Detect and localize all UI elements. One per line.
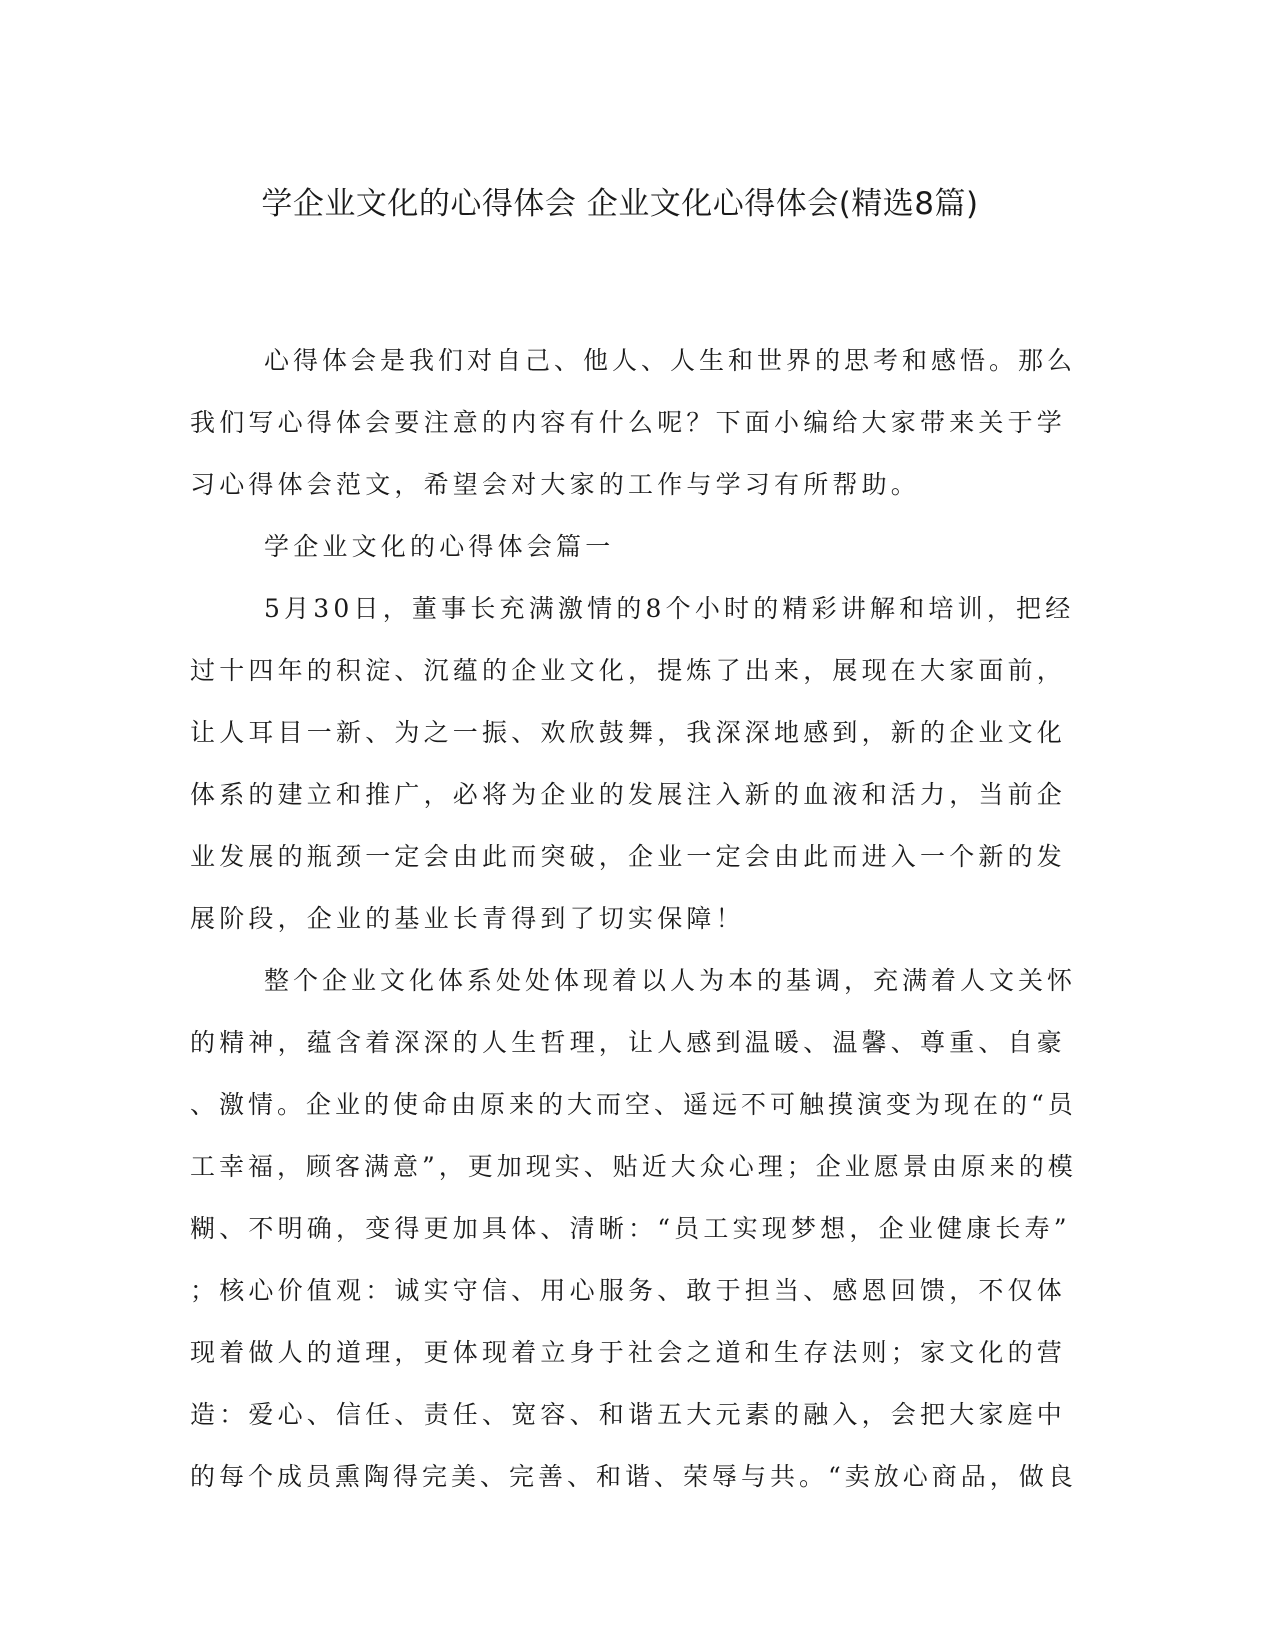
body-paragraph: [190, 950, 1080, 1508]
text-line: 整个企业文化体系处处体现着以人为本的基调，充满着人文关怀: [264, 966, 1077, 995]
document-body: [190, 330, 1080, 1508]
text-line: ；核心价值观：诚实守信、用心服务、敢于担当、感恩回馈，不仅体: [190, 1276, 1067, 1305]
document-title: 学企业文化的心得体会 企业文化心得体会(精选8篇): [261, 186, 979, 222]
text-line: 过十四年的积淀、沉蕴的企业文化，提炼了出来，展现在大家面前，: [190, 656, 1067, 685]
text-line: 习心得体会范文，希望会对大家的工作与学习有所帮助。: [190, 470, 921, 499]
body-paragraph: [190, 578, 1080, 950]
text-line: 5月30日，董事长充满激情的8个小时的精彩讲解和培训，把经: [264, 594, 1075, 623]
intro-paragraph: [190, 330, 1080, 516]
text-line: 展阶段，企业的基业长青得到了切实保障！: [190, 904, 745, 933]
text-line: 的每个成员熏陶得完美、完善、和谐、荣辱与共。“卖放心商品，做良: [190, 1462, 1077, 1491]
text-line: 让人耳目一新、为之一振、欢欣鼓舞，我深深地感到，新的企业文化: [190, 718, 1067, 747]
text-line: 工幸福，顾客满意”，更加现实、贴近大众心理；企业愿景由原来的模: [190, 1152, 1077, 1181]
text-line: 体系的建立和推广，必将为企业的发展注入新的血液和活力，当前企: [190, 780, 1067, 809]
text-line: 业发展的瓶颈一定会由此而突破，企业一定会由此而进入一个新的发: [190, 842, 1067, 871]
text-line: 造：爱心、信任、责任、宽容、和谐五大元素的融入，会把大家庭中: [190, 1400, 1067, 1429]
text-line: 的精神，蕴含着深深的人生哲理，让人感到温暖、温馨、尊重、自豪: [190, 1028, 1067, 1057]
section-heading: [190, 516, 1080, 578]
text-line: 现着做人的道理，更体现着立身于社会之道和生存法则；家文化的营: [190, 1338, 1067, 1367]
text-line: 心得体会是我们对自己、他人、人生和世界的思考和感悟。那么: [264, 346, 1077, 375]
text-line: 学企业文化的心得体会篇一: [264, 532, 615, 561]
text-line: 我们写心得体会要注意的内容有什么呢？下面小编给大家带来关于学: [190, 408, 1067, 437]
text-line: 糊、不明确，变得更加具体、清晰：“员工实现梦想，企业健康长寿”: [190, 1214, 1071, 1243]
text-line: 、激情。企业的使命由原来的大而空、遥远不可触摸演变为现在的“员: [190, 1090, 1077, 1119]
